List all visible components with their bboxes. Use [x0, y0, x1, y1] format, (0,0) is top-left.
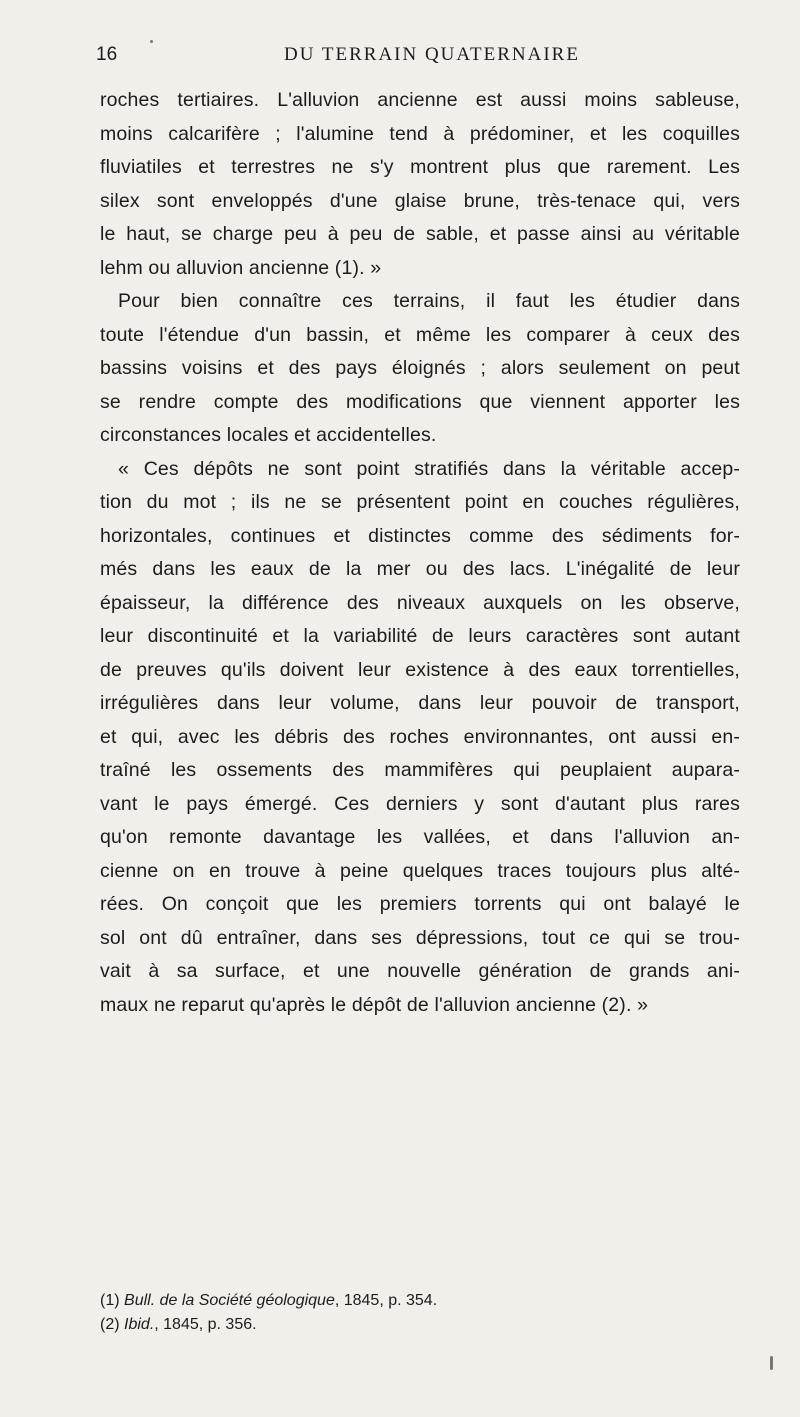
page-number: 16: [96, 44, 118, 65]
text-line: més dans les eaux de la mer ou des lacs. L'inégalité de leur: [100, 558, 740, 580]
text-line: se rendre compte des modifications que viennent apporter les: [100, 390, 740, 413]
text-line: fluviatiles et terrestres ne s'y montrent plus que rarement. Les: [100, 156, 740, 178]
text-line: horizontales, continues et distinctes comme des sédiments for-: [100, 524, 740, 547]
footnotes: [100, 1289, 740, 1337]
text-line: le haut, se charge peu à peu de sable, et passe ainsi au véritable: [100, 223, 740, 245]
text-line: Pour bien connaître ces terrains, il faut les étudier dans: [118, 290, 740, 312]
text-line: vant le pays émergé. Ces derniers y sont d'autant plus rares: [100, 792, 740, 815]
body-text: [100, 84, 740, 1022]
text-line: bassins voisins et des pays éloignés ; alors seulement on peut: [100, 357, 740, 379]
text-line: leur discontinuité et la variabilité de leurs caractères sont autant: [100, 625, 740, 647]
text-line: cienne on en trouve à peine quelques traces toujours plus alté-: [100, 859, 740, 882]
text-line: de preuves qu'ils doivent leur existence à des eaux torrentielles,: [100, 658, 740, 681]
running-head: [96, 44, 738, 74]
footnote-source: Bull. de la Société géologique: [124, 1292, 335, 1309]
footnote-source: Ibid.: [124, 1316, 155, 1333]
text-line: rées. On conçoit que les premiers torrents qui ont balayé le: [100, 893, 740, 915]
text-line: épaisseur, la différence des niveaux auxquels on les observe,: [100, 591, 740, 614]
text-line: tion du mot ; ils ne se présentent point en couches régulières,: [100, 491, 740, 513]
text-line: lehm ou alluvion ancienne (1). »: [100, 256, 382, 279]
text-line: toute l'étendue d'un bassin, et même les comparer à ceux des: [100, 323, 740, 346]
text-line: « Ces dépôts ne sont point stratifiés dans la véritable accep-: [118, 457, 740, 480]
text-line: circonstances locales et accidentelles.: [100, 424, 437, 446]
text-line: sol ont dû entraîner, dans ses dépressions, tout ce qui se trou-: [100, 926, 740, 949]
text-line: maux ne reparut qu'après le dépôt de l'alluvion ancienne (2). »: [100, 993, 649, 1016]
text-line: roches tertiaires. L'alluvion ancienne est aussi moins sableuse,: [100, 89, 740, 111]
text-line: qu'on remonte davantage les vallées, et dans l'alluvion an-: [100, 826, 740, 848]
running-title: DU TERRAIN QUATERNAIRE: [284, 44, 580, 65]
footnote: [100, 1313, 740, 1337]
footnote-number: (1): [100, 1292, 120, 1309]
text-line: silex sont enveloppés d'une glaise brune, très-tenace qui, vers: [100, 189, 740, 212]
paper-speck: [770, 1356, 773, 1370]
text-line: et qui, avec les débris des roches environnantes, ont aussi en-: [100, 725, 740, 748]
paper-speck: [150, 40, 153, 43]
footnote-detail: , 1845, p. 354.: [334, 1292, 438, 1309]
text-line: moins calcarifère ; l'alumine tend à prédominer, et les coquilles: [100, 122, 740, 145]
text-line: vait à sa surface, et une nouvelle génération de grands ani-: [100, 960, 740, 982]
text-line: traîné les ossements des mammifères qui peuplaient aupara-: [100, 759, 740, 781]
footnote: [100, 1289, 740, 1313]
footnote-detail: , 1845, p. 356.: [154, 1316, 257, 1333]
footnote-number: (2): [100, 1316, 120, 1333]
text-line: irrégulières dans leur volume, dans leur pouvoir de transport,: [100, 692, 740, 714]
